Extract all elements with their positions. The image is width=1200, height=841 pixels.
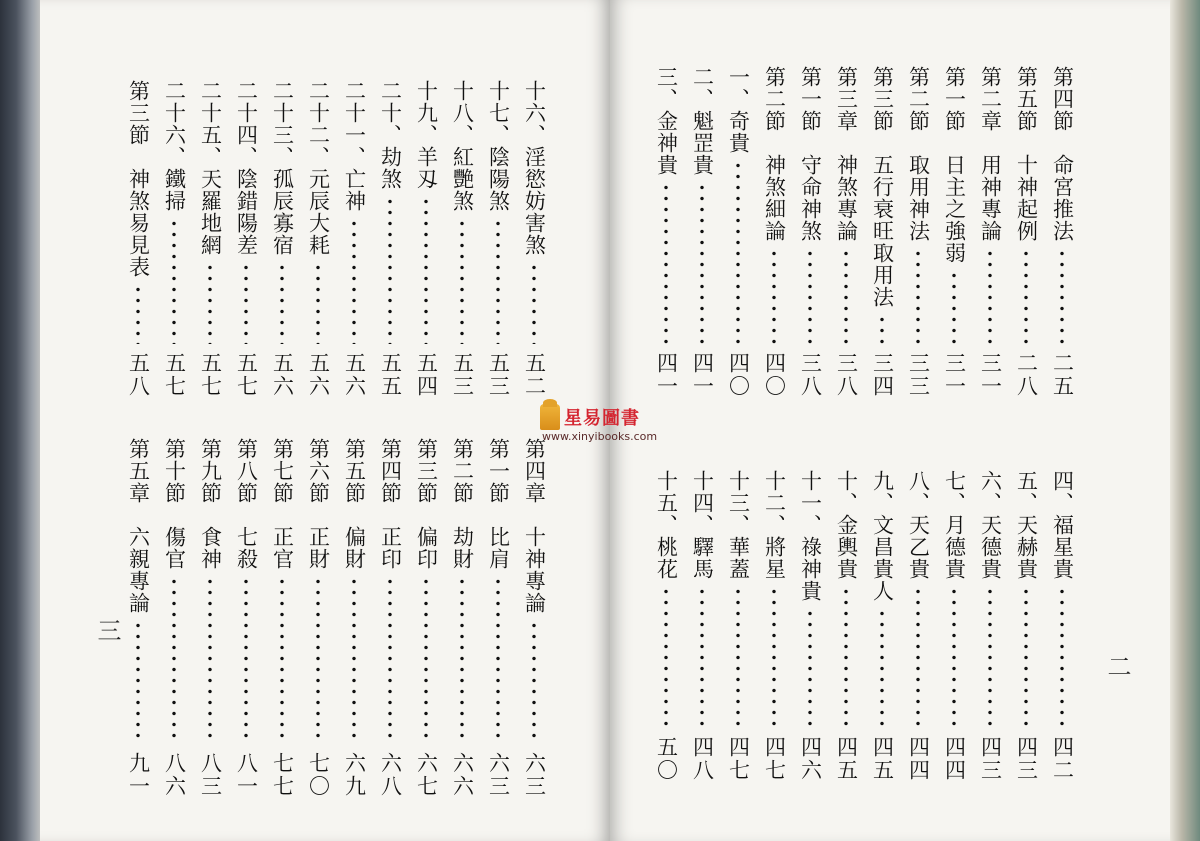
leader-dots [700,586,704,728]
leader-dots [316,262,320,344]
toc-entry-page: 四二 [1050,736,1075,782]
toc-entry-title: 二十四、陰錯陽差 [234,80,259,256]
leader-dots [388,196,392,344]
toc-entry [336,438,372,798]
leader-dots [352,576,356,744]
toc-entry-title: 十一、祿神貴 [798,470,823,602]
toc-entry-title: 第九節 食神 [198,438,223,570]
toc-entry [516,80,552,398]
toc-entry-page: 五三 [486,352,511,398]
leader-dots [772,586,776,728]
publisher-name: 星易圖書 [564,408,640,429]
leader-dots [772,248,776,344]
toc-entry [156,438,192,798]
toc-entry-title: 十二、將星 [762,470,787,580]
toc-entry [192,438,228,798]
toc-entry-page: 四七 [726,736,751,782]
toc-entry-title: 十六、淫慾妨害煞 [522,80,547,256]
leader-dots [424,196,428,344]
toc-entry-title: 第二節 神煞細論 [762,66,787,242]
toc-entry [264,438,300,798]
toc-entry-title: 第五章 六親專論 [126,438,151,614]
toc-entry-title: 二十五、天羅地網 [198,80,223,256]
leader-dots [988,586,992,728]
toc-entry-title: 二十二、元辰大耗 [306,80,331,256]
toc-entry [1008,66,1044,398]
leader-dots [136,284,140,344]
toc-entry-title: 第三節 偏印 [414,438,439,570]
toc-entry [900,470,936,782]
toc-entry-page: 五四 [414,352,439,398]
leader-dots [1024,248,1028,344]
publisher-watermark [534,402,664,446]
toc-entry-title: 第四章 十神專論 [522,438,547,614]
toc-entry [228,438,264,798]
toc-entry [828,66,864,398]
toc-entry-title: 二十、劫煞 [378,80,403,190]
toc-entry-title: 九、文昌貴人 [870,470,895,602]
toc-entry-page: 四一 [690,352,715,398]
toc-entry-page: 六三 [486,752,511,798]
toc-entry-title: 第六節 正財 [306,438,331,570]
leader-dots [664,586,668,728]
leader-dots [208,576,212,744]
leader-dots [244,262,248,344]
toc-entry-title: 第一節 比肩 [486,438,511,570]
toc-entry [372,438,408,798]
leader-dots [280,576,284,744]
leader-dots [700,182,704,344]
toc-entry [300,80,336,398]
toc-entry-page: 三一 [942,352,967,398]
toc-entry-page: 四五 [834,736,859,782]
toc-entry-title: 第八節 七殺 [234,438,259,570]
leader-dots [532,262,536,344]
toc-entry [408,438,444,798]
leader-dots [952,586,956,728]
toc-entry-title: 十四、驛馬 [690,470,715,580]
leader-dots [1060,586,1064,728]
toc-entry-title: 三、金神貴 [654,66,679,176]
toc-entry-title: 十七、陰陽煞 [486,80,511,212]
leader-dots [352,218,356,344]
toc-entry [228,80,264,398]
toc-entry-page: 五八 [126,352,151,398]
leader-dots [316,576,320,744]
toc-entry-page: 三四 [870,352,895,398]
toc-entry-title: 十三、華蓋 [726,470,751,580]
leader-dots [424,576,428,744]
toc-entry [684,470,720,782]
leader-dots [208,262,212,344]
toc-entry-page: 八六 [162,752,187,798]
toc-entry [516,438,552,798]
toc-entry-page: 四五 [870,736,895,782]
toc-entry-page: 九一 [126,752,151,798]
toc-entry-title: 二十一、亡神 [342,80,367,212]
leader-dots [460,218,464,344]
toc-entry-title: 八、天乙貴 [906,470,931,580]
leader-dots [496,218,500,344]
leader-dots [1060,248,1064,344]
toc-entry-title: 第一節 守命神煞 [798,66,823,242]
toc-entry-page: 六九 [342,752,367,798]
toc-entry-page: 四〇 [762,352,787,398]
toc-entry [756,66,792,398]
toc-entry-title: 第五節 偏財 [342,438,367,570]
toc-entry [444,438,480,798]
toc-entry-title: 第五節 十神起例 [1014,66,1039,242]
toc-entry-page: 三一 [978,352,1003,398]
toc-entry-title: 二十六、鐵掃 [162,80,187,212]
toc-entry-title: 第二章 用神專論 [978,66,1003,242]
toc-entry-title: 第三節 五行衰旺取用法 [870,66,895,308]
toc-entry [900,66,936,398]
toc-entry-title: 一、奇貴 [726,66,751,154]
leader-dots [244,576,248,744]
leader-dots [664,182,668,344]
toc-entry [480,438,516,798]
toc-entry [648,470,684,782]
leader-dots [844,586,848,728]
toc-entry [864,66,900,398]
toc-entry-page: 八一 [234,752,259,798]
toc-entry-page: 四七 [762,736,787,782]
toc-entry-title: 二十三、孤辰寡宿 [270,80,295,256]
leader-dots [880,608,884,728]
toc-entry-page: 六七 [414,752,439,798]
leader-dots [916,248,920,344]
toc-entry-page: 四四 [942,736,967,782]
page-number: 二 [1103,654,1131,678]
toc-entry-title: 十五、桃花 [654,470,679,580]
toc-entry-title: 二、魁罡貴 [690,66,715,176]
toc-entry-title: 第三節 神煞易見表 [126,80,151,278]
toc-entry-title: 第十節 傷官 [162,438,187,570]
toc-entry-title: 四、福星貴 [1050,470,1075,580]
toc-entry [264,80,300,398]
toc-entry-page: 八三 [198,752,223,798]
toc-entry-title: 十八、紅艷煞 [450,80,475,212]
toc-entry-page: 五六 [270,352,295,398]
toc-entry [972,470,1008,782]
toc-entry-title: 五、天赫貴 [1014,470,1039,580]
leader-dots [172,576,176,744]
leader-dots [388,576,392,744]
toc-entry-page: 四一 [654,352,679,398]
toc-entry-title: 十九、羊刄 [414,80,439,190]
toc-entry [444,80,480,398]
toc-entry [864,470,900,782]
leader-dots [952,270,956,344]
leader-dots [496,576,500,744]
toc-entry-title: 六、天德貴 [978,470,1003,580]
leader-dots [988,248,992,344]
toc-entry-title: 七、月德貴 [942,470,967,580]
toc-entry [828,470,864,782]
toc-entry [120,438,156,798]
leader-dots [916,586,920,728]
toc-entry-title: 第四節 正印 [378,438,403,570]
toc-entry-page: 四三 [1014,736,1039,782]
toc-entry-title: 第四節 命宮推法 [1050,66,1075,242]
toc-entry-page: 五二 [522,352,547,398]
toc-entry-page: 七〇 [306,752,331,798]
toc-entry-title: 第二節 取用神法 [906,66,931,242]
toc-entry [936,66,972,398]
toc-entry-page: 六三 [522,752,547,798]
book-edge-right [1170,0,1200,841]
toc-entry-page: 五六 [342,352,367,398]
leader-dots [880,314,884,344]
toc-entry-page: 五三 [450,352,475,398]
toc-entry-title: 第一節 日主之強弱 [942,66,967,264]
toc-entry-page: 五七 [234,352,259,398]
toc-entry [480,80,516,398]
toc-entry-page: 四三 [978,736,1003,782]
toc-entry-page: 五七 [162,352,187,398]
toc-entry-page: 二五 [1050,352,1075,398]
toc-entry-page: 三八 [834,352,859,398]
toc-entry [300,438,336,798]
toc-entry [792,470,828,782]
toc-entry [372,80,408,398]
leader-dots [736,160,740,344]
toc-entry [336,80,372,398]
toc-entry-title: 第七節 正官 [270,438,295,570]
page-number: 三 [93,618,121,642]
leader-dots [136,620,140,744]
toc-entry-page: 五五 [378,352,403,398]
toc-entry-page: 三三 [906,352,931,398]
right-page [610,0,1170,841]
toc-entry-page: 五七 [198,352,223,398]
toc-entry-page: 六八 [378,752,403,798]
leader-dots [172,218,176,344]
leader-dots [532,620,536,744]
leader-dots [844,248,848,344]
toc-entry [756,470,792,782]
leader-dots [280,262,284,344]
toc-entry [1008,470,1044,782]
toc-entry [408,80,444,398]
toc-entry [792,66,828,398]
toc-entry-page: 五〇 [654,736,679,782]
toc-entry-page: 四四 [906,736,931,782]
toc-entry-title: 十、金輿貴 [834,470,859,580]
leader-dots [1024,586,1028,728]
toc-entry [936,470,972,782]
toc-entry [972,66,1008,398]
toc-entry [720,66,756,398]
leader-dots [460,576,464,744]
left-page [40,0,610,841]
toc-entry-page: 六六 [450,752,475,798]
toc-entry [120,80,156,398]
toc-entry [1044,470,1080,782]
toc-entry-page: 三八 [798,352,823,398]
toc-entry-title: 第二節 劫財 [450,438,475,570]
toc-entry-page: 二八 [1014,352,1039,398]
publisher-url: www.xinyibooks.com [542,430,658,443]
toc-entry [648,66,684,398]
leader-dots [736,586,740,728]
leader-dots [808,248,812,344]
toc-entry [720,470,756,782]
toc-entry [192,80,228,398]
toc-entry [156,80,192,398]
toc-entry [1044,66,1080,398]
toc-entry-page: 四六 [798,736,823,782]
leader-dots [808,608,812,728]
publisher-logo-icon [540,404,560,430]
toc-entry-title: 第三章 神煞專論 [834,66,859,242]
toc-entry [684,66,720,398]
toc-entry-page: 四八 [690,736,715,782]
toc-entry-page: 四〇 [726,352,751,398]
toc-entry-page: 五六 [306,352,331,398]
toc-entry-page: 七七 [270,752,295,798]
